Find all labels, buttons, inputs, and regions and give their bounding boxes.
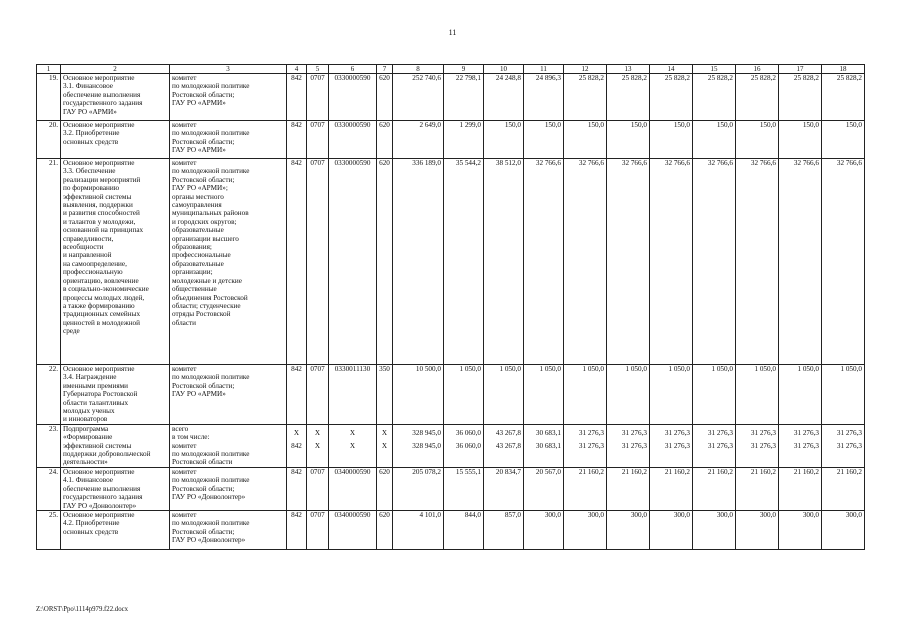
value-cell: 25 828,2 (822, 74, 865, 121)
value-cell: 300,0 (524, 510, 564, 549)
value-cell: 21 160,2 (736, 467, 779, 510)
csr-code: 0330000590 (329, 74, 377, 121)
value-cell: 20 567,0 (524, 467, 564, 510)
page-number: 11 (448, 28, 457, 37)
value-cell: 300,0 (693, 510, 736, 549)
value-cell: 25 828,2 (779, 74, 822, 121)
value-cell: 328 945,0 (393, 442, 444, 468)
column-number: 11 (524, 65, 564, 74)
code-cell: X (377, 442, 393, 468)
code-cell: X (329, 424, 377, 441)
value-cell: 31 276,3 (779, 424, 822, 441)
value-cell: 32 766,6 (607, 159, 650, 365)
value-cell: 300,0 (822, 510, 865, 549)
value-cell: 32 766,6 (779, 159, 822, 365)
row-number: 25. (37, 510, 61, 549)
value-cell: 31 276,3 (736, 424, 779, 441)
column-number: 4 (287, 65, 307, 74)
table-row (37, 159, 865, 365)
vr-code: 350 (377, 365, 393, 425)
code-cell: X (287, 424, 307, 441)
executor-name: комитет по молодежной политике Ростовской области; ГАУ РО «АРМИ» (170, 365, 287, 425)
table-row (37, 510, 865, 549)
value-cell: 21 160,2 (693, 467, 736, 510)
value-cell: 1 050,0 (779, 365, 822, 425)
value-cell: 35 544,2 (444, 159, 484, 365)
value-cell: 1 299,0 (444, 121, 484, 159)
row-number: 22. (37, 365, 61, 425)
value-cell: 150,0 (822, 121, 865, 159)
value-cell: 31 276,3 (564, 442, 607, 468)
column-number: 3 (170, 65, 287, 74)
value-cell: 205 078,2 (393, 467, 444, 510)
value-cell: 252 740,6 (393, 74, 444, 121)
column-number: 7 (377, 65, 393, 74)
value-cell: 300,0 (607, 510, 650, 549)
row-number: 20. (37, 121, 61, 159)
value-cell: 15 555,1 (444, 467, 484, 510)
vr-code: 620 (377, 74, 393, 121)
value-cell: 22 798,1 (444, 74, 484, 121)
code-cell: X (307, 442, 329, 468)
grbs-code: 842 (287, 74, 307, 121)
value-cell: 150,0 (650, 121, 693, 159)
executor-name: комитет по молодежной политике Ростовской области; ГАУ РО «АРМИ»; органы местного самоуправления муниципальных районов и городских округов; образовательные организации высшего образования; профессиональные образовательные организации; молодежные и детские общественные объединения Ростовской области; студенческие отряды Ростовской области (170, 159, 287, 365)
column-number: 9 (444, 65, 484, 74)
value-cell: 1 050,0 (822, 365, 865, 425)
code-cell: 842 (287, 442, 307, 468)
column-number: 5 (307, 65, 329, 74)
event-name: Основное мероприятие 3.3. Обеспечение реализации мероприятий по формированию эффективной системы выявления, поддержки и развития способностей и талантов у молодежи, основанной на принципах справедливости, всеобщности и направленной на самоопределение, профессиональную ориентацию, вовлечение в социально-экономические процессы молодых людей, а также формированию традиционных семейных ценностей в молодежной среде (61, 159, 170, 365)
value-cell: 857,0 (484, 510, 524, 549)
value-cell: 32 766,6 (650, 159, 693, 365)
grbs-code: 842 (287, 121, 307, 159)
value-cell: 24 248,8 (484, 74, 524, 121)
table-row (37, 74, 865, 121)
column-number: 10 (484, 65, 524, 74)
row-number: 23. (37, 424, 61, 467)
value-cell: 31 276,3 (564, 424, 607, 441)
event-name: Подпрограмма «Формирование эффективной системы поддержки добровольческой деятельности» (61, 424, 170, 467)
value-cell: 31 276,3 (822, 424, 865, 441)
value-cell: 300,0 (779, 510, 822, 549)
value-cell: 1 050,0 (736, 365, 779, 425)
value-cell: 32 766,6 (822, 159, 865, 365)
value-cell: 25 828,2 (693, 74, 736, 121)
value-cell: 30 683,1 (524, 424, 564, 441)
value-cell: 25 828,2 (650, 74, 693, 121)
column-number: 18 (822, 65, 865, 74)
rzpr-code: 0707 (307, 365, 329, 425)
value-cell: 21 160,2 (779, 467, 822, 510)
value-cell: 10 500,0 (393, 365, 444, 425)
value-cell: 25 828,2 (736, 74, 779, 121)
code-cell: X (377, 424, 393, 441)
grbs-code: 842 (287, 467, 307, 510)
value-cell: 1 050,0 (607, 365, 650, 425)
value-cell: 25 828,2 (564, 74, 607, 121)
value-cell: 300,0 (736, 510, 779, 549)
value-cell: 844,0 (444, 510, 484, 549)
value-cell: 32 766,6 (524, 159, 564, 365)
value-cell: 31 276,3 (650, 424, 693, 441)
csr-code: 0340000590 (329, 510, 377, 549)
value-cell: 31 276,3 (779, 442, 822, 468)
column-number-row (37, 65, 865, 74)
grbs-code: 842 (287, 159, 307, 365)
value-cell: 36 060,0 (444, 442, 484, 468)
value-cell: 150,0 (736, 121, 779, 159)
event-name: Основное мероприятие 4.2. Приобретение основных средств (61, 510, 170, 549)
value-cell: 150,0 (693, 121, 736, 159)
value-cell: 31 276,3 (650, 442, 693, 468)
column-number: 14 (650, 65, 693, 74)
value-cell: 300,0 (564, 510, 607, 549)
value-cell: 25 828,2 (607, 74, 650, 121)
csr-code: 0330011130 (329, 365, 377, 425)
value-cell: 43 267,8 (484, 424, 524, 441)
value-cell: 31 276,3 (607, 424, 650, 441)
event-name: Основное мероприятие 3.4. Награждение именными премиями Губернатора Ростовской области талантливых молодых ученых и инноваторов (61, 365, 170, 425)
event-name: Основное мероприятие 3.2. Приобретение основных средств (61, 121, 170, 159)
value-cell: 150,0 (524, 121, 564, 159)
value-cell: 1 050,0 (444, 365, 484, 425)
value-cell: 30 683,1 (524, 442, 564, 468)
code-cell: X (307, 424, 329, 441)
value-cell: 31 276,3 (693, 442, 736, 468)
value-cell: 31 276,3 (607, 442, 650, 468)
value-cell: 21 160,2 (650, 467, 693, 510)
value-cell: 21 160,2 (822, 467, 865, 510)
value-cell: 21 160,2 (564, 467, 607, 510)
value-cell: 1 050,0 (524, 365, 564, 425)
value-cell: 24 896,3 (524, 74, 564, 121)
value-cell: 36 060,0 (444, 424, 484, 441)
executor-name: комитет по молодежной политике Ростовской области (170, 442, 287, 468)
table-row (37, 467, 865, 510)
value-cell: 150,0 (484, 121, 524, 159)
table-row (37, 424, 865, 441)
rzpr-code: 0707 (307, 159, 329, 365)
table-row (37, 121, 865, 159)
executor-name: комитет по молодежной политике Ростовской области; ГАУ РО «Донволонтер» (170, 510, 287, 549)
vr-code: 620 (377, 510, 393, 549)
column-number: 17 (779, 65, 822, 74)
csr-code: 0330000590 (329, 121, 377, 159)
value-cell: 150,0 (607, 121, 650, 159)
value-cell: 32 766,6 (564, 159, 607, 365)
row-number: 24. (37, 467, 61, 510)
value-cell: 1 050,0 (564, 365, 607, 425)
value-cell: 20 834,7 (484, 467, 524, 510)
code-cell: X (329, 442, 377, 468)
value-cell: 38 512,0 (484, 159, 524, 365)
grbs-code: 842 (287, 365, 307, 425)
value-cell: 43 267,8 (484, 442, 524, 468)
value-cell: 1 050,0 (650, 365, 693, 425)
value-cell: 150,0 (779, 121, 822, 159)
value-cell: 1 050,0 (484, 365, 524, 425)
column-number: 15 (693, 65, 736, 74)
row-number: 21. (37, 159, 61, 365)
column-number: 2 (61, 65, 170, 74)
rzpr-code: 0707 (307, 74, 329, 121)
column-number: 16 (736, 65, 779, 74)
column-number: 6 (329, 65, 377, 74)
value-cell: 31 276,3 (736, 442, 779, 468)
table-row (37, 365, 865, 425)
value-cell: 328 945,0 (393, 424, 444, 441)
executor-total: всего в том числе: (170, 424, 287, 441)
value-cell: 1 050,0 (693, 365, 736, 425)
executor-name: комитет по молодежной политике Ростовской области; ГАУ РО «АРМИ» (170, 74, 287, 121)
rzpr-code: 0707 (307, 121, 329, 159)
value-cell: 21 160,2 (607, 467, 650, 510)
rzpr-code: 0707 (307, 467, 329, 510)
value-cell: 32 766,6 (736, 159, 779, 365)
value-cell: 4 101,0 (393, 510, 444, 549)
column-number: 8 (393, 65, 444, 74)
value-cell: 31 276,3 (693, 424, 736, 441)
vr-code: 620 (377, 467, 393, 510)
executor-name: комитет по молодежной политике Ростовской области; ГАУ РО «АРМИ» (170, 121, 287, 159)
row-number: 19. (37, 74, 61, 121)
value-cell: 336 189,0 (393, 159, 444, 365)
event-name: Основное мероприятие 4.1. Финансовое обеспечение выполнения государственного задания ГАУ РО «Донволонтер» (61, 467, 170, 510)
rzpr-code: 0707 (307, 510, 329, 549)
vr-code: 620 (377, 121, 393, 159)
value-cell: 32 766,6 (693, 159, 736, 365)
grbs-code: 842 (287, 510, 307, 549)
csr-code: 0340000590 (329, 467, 377, 510)
value-cell: 31 276,3 (822, 442, 865, 468)
value-cell: 300,0 (650, 510, 693, 549)
column-number: 1 (37, 65, 61, 74)
value-cell: 150,0 (564, 121, 607, 159)
vr-code: 620 (377, 159, 393, 365)
budget-table (36, 64, 865, 550)
executor-name: комитет по молодежной политике Ростовской области; ГАУ РО «Донволонтер» (170, 467, 287, 510)
value-cell: 2 649,0 (393, 121, 444, 159)
csr-code: 0330000590 (329, 159, 377, 365)
column-number: 13 (607, 65, 650, 74)
file-path-footer: Z:\ORST\Ppo\1114p979.f22.docx (36, 606, 129, 613)
event-name: Основное мероприятие 3.1. Финансовое обеспечение выполнения государственного задания ГАУ РО «АРМИ» (61, 74, 170, 121)
column-number: 12 (564, 65, 607, 74)
